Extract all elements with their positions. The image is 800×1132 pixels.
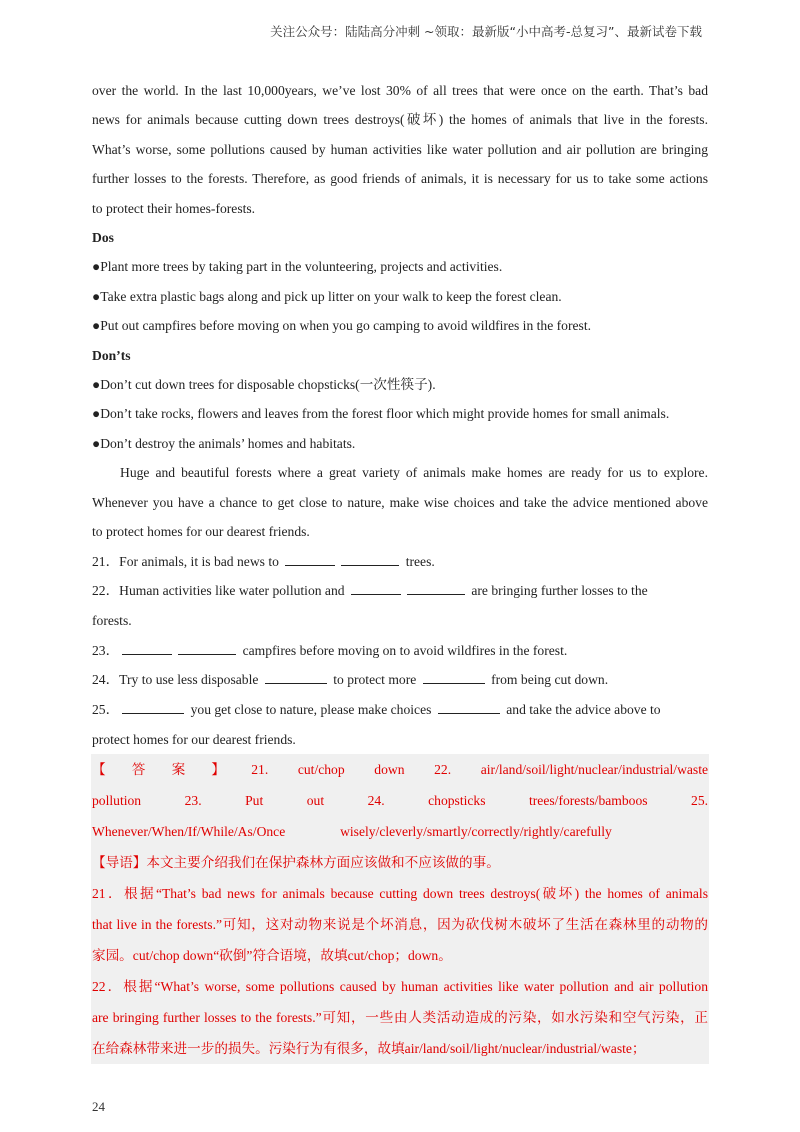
question-22-continued: forests.: [92, 612, 132, 628]
answer-token: out: [306, 793, 325, 809]
answer-token: 22.: [434, 762, 452, 778]
text-line: over the world. In the last 10,000years, we’ve lost 30% of all trees that were once on the earth. That’s bad: [92, 83, 708, 98]
question-text: 21．For animals, it is bad news to: [92, 553, 279, 569]
answer-token: pollution: [92, 793, 142, 809]
document-body: [92, 76, 708, 1064]
page-number: 24: [92, 1099, 105, 1114]
answer-token: Whenever/When/If/While/As/Once: [92, 824, 286, 840]
question-text: 24．Try to use less disposable: [92, 672, 259, 688]
answer-blank[interactable]: [407, 580, 465, 595]
question-25-continued: protect homes for our dearest friends.: [92, 731, 296, 747]
text-line: further losses to the forests. Therefore, as good friends of animals, it is necessary for us to take some actions: [92, 171, 708, 187]
dos-list: [92, 252, 708, 340]
question-23: [92, 636, 708, 666]
answer-token: wisely/cleverly/smartly/correctly/rightly/carefully: [340, 824, 612, 840]
text-line: Huge and beautiful forests where a great variety of animals make homes are ready for us to explore.: [120, 465, 708, 481]
explanation-line: 21．根据“That’s bad news for animals because cutting down trees destroys(破坏) the homes of animals: [92, 886, 708, 902]
answer-blank[interactable]: [265, 669, 327, 684]
question-text: you get close to nature, please make choices: [190, 702, 432, 718]
questions: [92, 547, 708, 755]
explanation-line: 22．根据“What’s worse, some pollutions caused by human activities like water pollution and air pollution: [92, 979, 708, 995]
text-line: to protect homes for our dearest friends.: [92, 524, 310, 540]
text-line: What’s worse, some pollutions caused by human activities like water pollution and air pollution are bringing: [92, 141, 708, 157]
answer-token: Put: [245, 793, 264, 809]
question-25: [92, 695, 708, 725]
question-text: 23．: [92, 642, 120, 658]
answer-label: 【答案】21.: [92, 762, 269, 778]
explanation-line: are bringing further losses to the forests.”可知，一些由人类活动造成的污染，如水污染和空气污染，正: [92, 1010, 708, 1026]
question-24: [92, 665, 708, 695]
answer-line: [92, 785, 708, 816]
list-item: ●Don’t take rocks, flowers and leaves from the forest floor which might provide homes for small animals.: [92, 406, 670, 422]
guide-line: 【导语】本文主要介绍我们在保护森林方面应该做和不应该做的事。: [92, 855, 500, 871]
question-text: 25．: [92, 702, 120, 718]
question-21: [92, 547, 708, 577]
text-line: to protect their homes-forests.: [92, 200, 256, 216]
question-22: [92, 576, 708, 606]
answer-token: 23.: [184, 793, 202, 809]
answer-blank[interactable]: [122, 699, 184, 714]
answer-token: cut/chop: [297, 762, 345, 778]
dos-heading: Dos: [92, 230, 114, 246]
answer-line: [92, 816, 708, 847]
answer-token: chopsticks: [428, 793, 486, 809]
question-text: are bringing further losses to the: [471, 583, 648, 599]
question-text: trees.: [405, 553, 435, 569]
text-line: Whenever you have a chance to get close to nature, make wise choices and take the advice mentioned above: [92, 494, 708, 510]
explanation-line: 家园。cut/chop down“砍倒”符合语境，故填cut/chop；down。: [92, 948, 452, 964]
answer-token: 25.: [691, 793, 709, 809]
list-item: ●Don’t destroy the animals’ homes and habitats.: [92, 435, 356, 451]
answer-token: 24.: [367, 793, 385, 809]
answer-blank[interactable]: [178, 640, 236, 655]
answer-blank[interactable]: [341, 551, 399, 566]
answer-blank[interactable]: [351, 580, 401, 595]
question-text: to protect more: [333, 672, 417, 688]
answer-section: [91, 754, 709, 1064]
page-header: 关注公众号：陆陆高分冲刺 ~领取：最新版“小中高考-总复习”、最新试卷下载: [270, 24, 702, 39]
answer-blank[interactable]: [438, 699, 500, 714]
donts-heading: Don’ts: [92, 347, 131, 363]
answer-line: [92, 754, 708, 785]
explanation-line: that live in the forests.”可知，这对动物来说是个坏消息，因为砍伐树木破坏了生活在森林里的动物的: [92, 917, 708, 933]
passage-paragraph-1: [92, 76, 708, 223]
answer-token: down: [374, 762, 405, 778]
passage-paragraph-2: [92, 458, 708, 546]
donts-list: [92, 370, 708, 458]
text-line: news for animals because cutting down trees destroys(破坏) the homes of animals that live in the forests.: [92, 112, 708, 128]
answer-token: air/land/soil/light/nuclear/industrial/waste: [480, 762, 709, 778]
list-item: ●Take extra plastic bags along and pick up litter on your walk to keep the forest clean.: [92, 288, 562, 304]
list-item: ●Don’t cut down trees for disposable chopsticks(一次性筷子).: [92, 377, 436, 393]
question-text: 22．Human activities like water pollution and: [92, 583, 345, 599]
question-text: campfires before moving on to avoid wildfires in the forest.: [242, 642, 568, 658]
list-item: ●Put out campfires before moving on when you go camping to avoid wildfires in the forest.: [92, 318, 591, 334]
question-text: and take the advice above to: [506, 702, 661, 718]
list-item: ●Plant more trees by taking part in the volunteering, projects and activities.: [92, 259, 503, 275]
answer-blank[interactable]: [122, 640, 172, 655]
answer-blank[interactable]: [423, 669, 485, 684]
question-text: from being cut down.: [491, 672, 609, 688]
answer-token: trees/forests/bamboos: [529, 793, 648, 809]
explanation-line: 在给森林带来进一步的损失。污染行为有很多，故填air/land/soil/light/nuclear/industrial/waste；: [92, 1041, 646, 1057]
answer-blank[interactable]: [285, 551, 335, 566]
